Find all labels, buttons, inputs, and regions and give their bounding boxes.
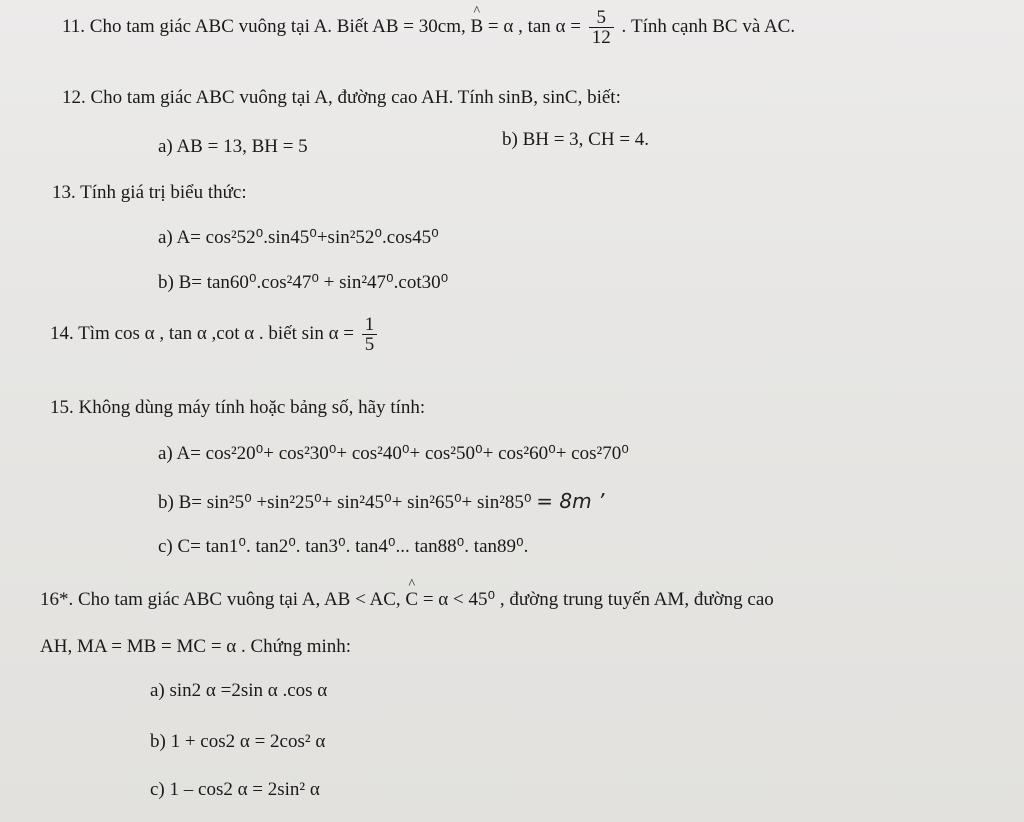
problem-13-a: a) A= cos²52⁰.sin45⁰+sin²52⁰.cos45⁰ bbox=[158, 227, 439, 248]
problem-16-line-1: 16*. Cho tam giác ABC vuông tại A, AB < AC, ^ C = α < 45⁰ , đường trung tuyến AM, đường cao bbox=[40, 590, 774, 609]
problem-16-c: c) 1 – cos2 α = 2sin² α bbox=[150, 779, 320, 800]
problem-12-a: a) AB = 13, BH = 5 bbox=[158, 136, 308, 157]
handwritten-note: = 8m ’ bbox=[536, 489, 605, 513]
fraction: $\frac{5}{12}$ bbox=[589, 8, 614, 47]
problem-15-c: c) C= tan1⁰. tan2⁰. tan3⁰. tan4⁰... tan88⁰. tan89⁰. bbox=[158, 536, 529, 557]
problem-15-b: b) B= sin²5⁰ +sin²25⁰+ sin²45⁰+ sin²65⁰+ sin²85⁰ = 8m ’ bbox=[158, 489, 605, 513]
problem-16-line-2: AH, MA = MB = MC = α . Chứng minh: bbox=[40, 636, 352, 657]
fraction: $\frac{1}{5}$ bbox=[362, 315, 378, 354]
problem-13-b: b) B= tan60⁰.cos²47⁰ + sin²47⁰.cot30⁰ bbox=[158, 272, 449, 293]
problem-16-a: a) sin2 α =2sin α .cos α bbox=[150, 680, 328, 701]
problem-15-a: a) A= cos²20⁰+ cos²30⁰+ cos²40⁰+ cos²50⁰+ cos²60⁰+ cos²70⁰ bbox=[158, 443, 629, 464]
problem-12-b: b) BH = 3, CH = 4. bbox=[502, 129, 650, 150]
problem-13-title: 13. Tính giá trị biểu thức: bbox=[52, 182, 247, 203]
problem-15-title: 15. Không dùng máy tính hoặc bảng số, hãy tính: bbox=[50, 397, 426, 418]
problem-16-b: b) 1 + cos2 α = 2cos² α bbox=[150, 731, 326, 752]
problem-14: 14. Tìm cos α , tan α ,cot α . biết sin α = $\frac{1}{5}$ bbox=[50, 315, 380, 354]
problem-12-title: 12. Cho tam giác ABC vuông tại A, đường cao AH. Tính sinB, sinC, biết: bbox=[62, 87, 621, 108]
problem-11: 11. Cho tam giác ABC vuông tại A. Biết AB = 30cm, ^ B = α , tan α = $\frac{5}{12}$ . Tính cạnh BC và AC. bbox=[62, 8, 795, 47]
